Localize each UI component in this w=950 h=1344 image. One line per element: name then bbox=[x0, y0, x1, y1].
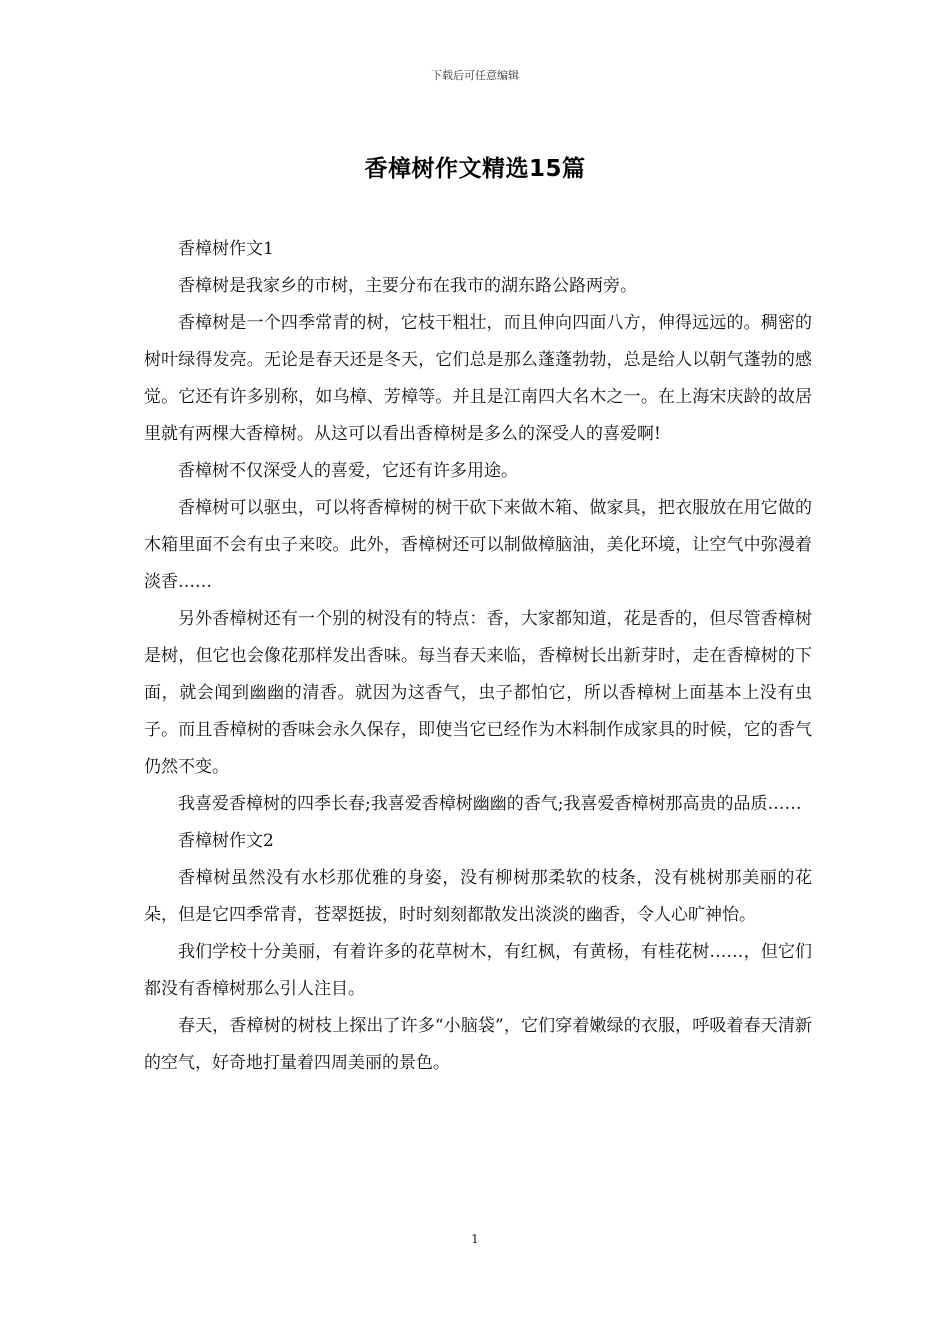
paragraph: 春天，香樟树的树枝上探出了许多“小脑袋”，它们穿着嫩绿的衣服，呼吸着春天清新的空气，好奇地打量着四周美丽的景色。 bbox=[144, 1016, 812, 1073]
page-number: 1 bbox=[471, 1232, 479, 1246]
document-title: 香樟树作文精选15篇 bbox=[364, 156, 586, 182]
paragraph: 香樟树虽然没有水杉那优雅的身姿，没有柳树那柔软的枝条，没有桃树那美丽的花朵，但是它四季常青，苍翠挺拔，时时刻刻都散发出淡淡的幽香，令人心旷神怡。 bbox=[144, 868, 812, 925]
paragraph: 我们学校十分美丽，有着许多的花草树木，有红枫，有黄杨，有桂花树……，但它们都没有香樟树那么引人注目。 bbox=[144, 942, 812, 999]
paragraph: 香樟树是一个四季常青的树，它枝干粗壮，而且伸向四面八方，伸得远远的。稠密的树叶绿得发亮。无论是春天还是冬天，它们总是那么蓬蓬勃勃，总是给人以朝气蓬勃的感觉。它还有许多别称，如乌樟、芳樟等。并且是江南四大名木之一。在上海宋庆龄的故居里就有两棵大香樟树。从这可以看出香樟树是多么的深受人的喜爱啊! bbox=[144, 313, 812, 444]
essay-heading-2: 香樟树作文2 bbox=[178, 831, 274, 851]
paragraph: 我喜爱香樟树的四季长春;我喜爱香樟树幽幽的香气;我喜爱香樟树那高贵的品质…… bbox=[178, 794, 802, 814]
paragraph: 香樟树可以驱虫，可以将香樟树的树干砍下来做木箱、做家具，把衣服放在用它做的木箱里面不会有虫子来咬。此外，香樟树还可以制做樟脑油，美化环境，让空气中弥漫着淡香…… bbox=[144, 498, 812, 592]
document-body bbox=[144, 231, 812, 1082]
paragraph: 另外香樟树还有一个别的树没有的特点：香，大家都知道，花是香的，但尽管香樟树是树，但它也会像花那样发出香味。每当春天来临，香樟树长出新芽时，走在香樟树的下面，就会闻到幽幽的清香。就因为这香气，虫子都怕它，所以香樟树上面基本上没有虫子。而且香樟树的香味会永久保存，即使当它已经作为木料制作成家具的时候，它的香气仍然不变。 bbox=[144, 609, 812, 777]
paragraph: 香樟树是我家乡的市树，主要分布在我市的湖东路公路两旁。 bbox=[178, 276, 637, 296]
paragraph: 香樟树不仅深受人的喜爱，它还有许多用途。 bbox=[178, 461, 518, 481]
essay-heading-1: 香樟树作文1 bbox=[178, 239, 274, 259]
header-note: 下载后可任意编辑 bbox=[431, 69, 519, 82]
